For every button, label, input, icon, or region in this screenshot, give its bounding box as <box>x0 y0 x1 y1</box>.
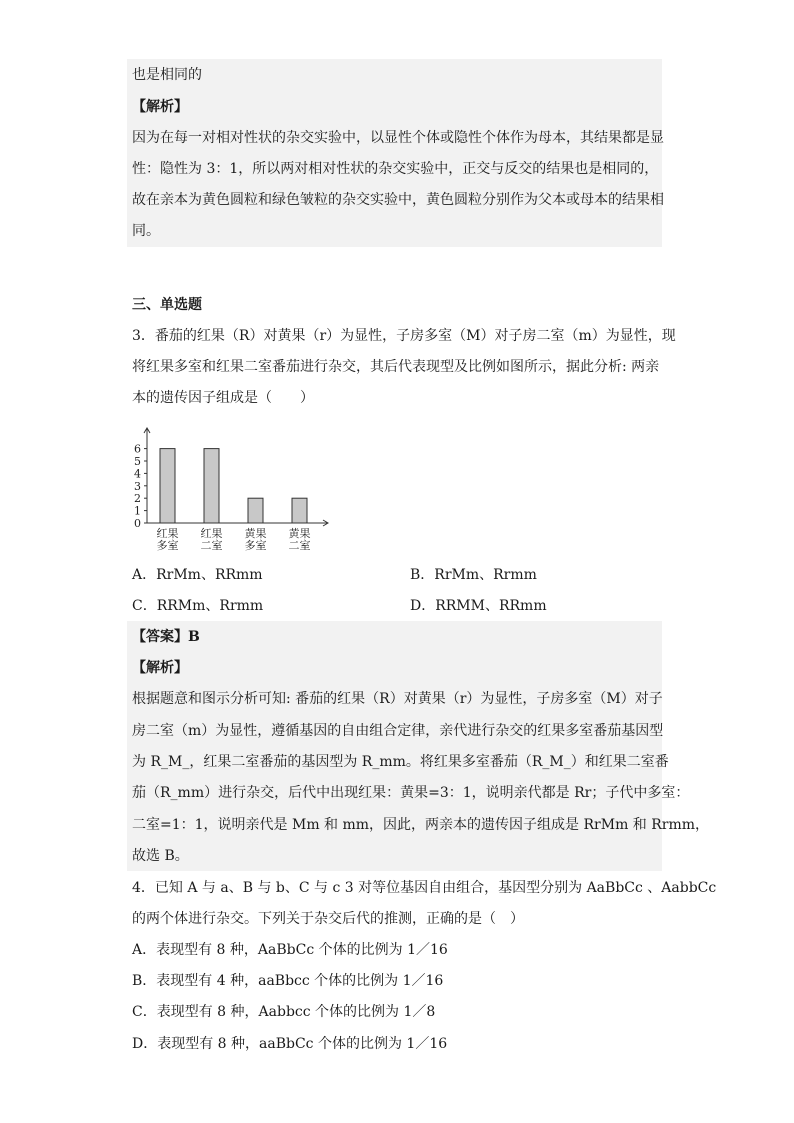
y-tick-label: 6 <box>134 442 141 456</box>
bar <box>292 498 307 523</box>
option-b[interactable]: B．RrMm、Rrmm <box>410 567 537 583</box>
bar <box>248 498 263 523</box>
option-b[interactable]: B．表现型有 4 种，aaBbcc 个体的比例为 1／16 <box>132 973 444 989</box>
analysis-line: 根据题意和图示分析可知: 番茄的红果（R）对黄果（r）为显性，子房多室（M）对子 <box>132 691 663 707</box>
analysis-line: 同。 <box>132 223 160 239</box>
y-tick-label: 0 <box>134 517 141 530</box>
option-d[interactable]: D．表现型有 8 种，aaBbCc 个体的比例为 1／16 <box>132 1036 448 1052</box>
option-c[interactable]: C．RRMm、Rrmm <box>132 598 264 614</box>
x-tick-label: 多室 <box>244 539 267 552</box>
x-tick-label: 二室 <box>200 539 223 552</box>
question-3-stem: 将红果多室和红果二室番茄进行杂交，其后代表现型及比例如图所示，据此分析: 两亲 <box>132 359 660 375</box>
y-tick-label: 2 <box>134 492 141 506</box>
analysis-line: 房二室（m）为显性，遵循基因的自由组合定律，亲代进行杂交的红果多室番茄基因型 <box>132 723 664 739</box>
analysis-line: 因为在每一对相对性状的杂交实验中，以显性个体或隐性个体作为母本，其结果都是显 <box>132 130 664 146</box>
bar <box>160 449 175 523</box>
y-tick-label: 3 <box>134 479 141 493</box>
question-3-stem: 本的遗传因子组成是（ ） <box>132 390 314 406</box>
x-tick-label: 红果 <box>156 527 179 540</box>
analysis-line: 茄（R_mm）进行杂交，后代中出现红果：黄果=3：1，说明亲代都是 Rr；子代中多室： <box>132 785 690 801</box>
option-c[interactable]: C．表现型有 8 种，Aabbcc 个体的比例为 1／8 <box>132 1004 436 1020</box>
bar-chart <box>128 420 338 556</box>
question-3-stem: 3．番茄的红果（R）对黄果（r）为显性，子房多室（M）对子房二室（m）为显性，现 <box>132 328 676 344</box>
analysis-label: 【解析】 <box>132 99 188 115</box>
solution-block-1 <box>127 59 662 247</box>
section-title: 三、单选题 <box>132 297 202 313</box>
question-4-stem: 4．已知 A 与 a、B 与 b、C 与 c 3 对等位基因自由组合，基因型分别为 AaBbCc 、AabbCc <box>132 880 717 896</box>
question-4-stem: 的两个体进行杂交。下列关于杂交后代的推测，正确的是（ ） <box>132 911 524 927</box>
answer-label: 【答案】B <box>132 629 200 645</box>
x-tick-label: 黄果 <box>288 527 311 540</box>
continued-text: 也是相同的 <box>132 67 202 83</box>
analysis-label: 【解析】 <box>132 660 188 676</box>
bar <box>204 449 219 523</box>
x-tick-label: 红果 <box>200 527 223 540</box>
x-tick-label: 多室 <box>156 539 179 552</box>
y-tick-label: 1 <box>134 504 141 518</box>
y-tick-label: 5 <box>134 455 141 468</box>
option-a[interactable]: A．RrMm、RRmm <box>132 567 263 583</box>
analysis-line: 故选 B。 <box>132 848 189 864</box>
analysis-line: 为 R_M_，红果二室番茄的基因型为 R_mm。将红果多室番茄（R_M_）和红果二室番 <box>132 754 669 770</box>
option-d[interactable]: D．RRMM、RRmm <box>410 598 547 614</box>
y-tick-label: 4 <box>134 467 141 481</box>
analysis-line: 故在亲本为黄色圆粒和绿色皱粒的杂交实验中，黄色圆粒分别作为父本或母本的结果相 <box>132 192 664 208</box>
x-tick-label: 二室 <box>288 539 311 552</box>
analysis-line: 性：隐性为 3：1，所以两对相对性状的杂交实验中，正交与反交的结果也是相同的， <box>132 161 659 177</box>
analysis-line: 二室=1：1，说明亲代是 Mm 和 mm，因此，两亲本的遗传因子组成是 RrMm 和 Rrmm， <box>132 817 710 833</box>
x-tick-label: 黄果 <box>244 527 267 540</box>
option-a[interactable]: A．表现型有 8 种，AaBbCc 个体的比例为 1／16 <box>132 942 448 958</box>
